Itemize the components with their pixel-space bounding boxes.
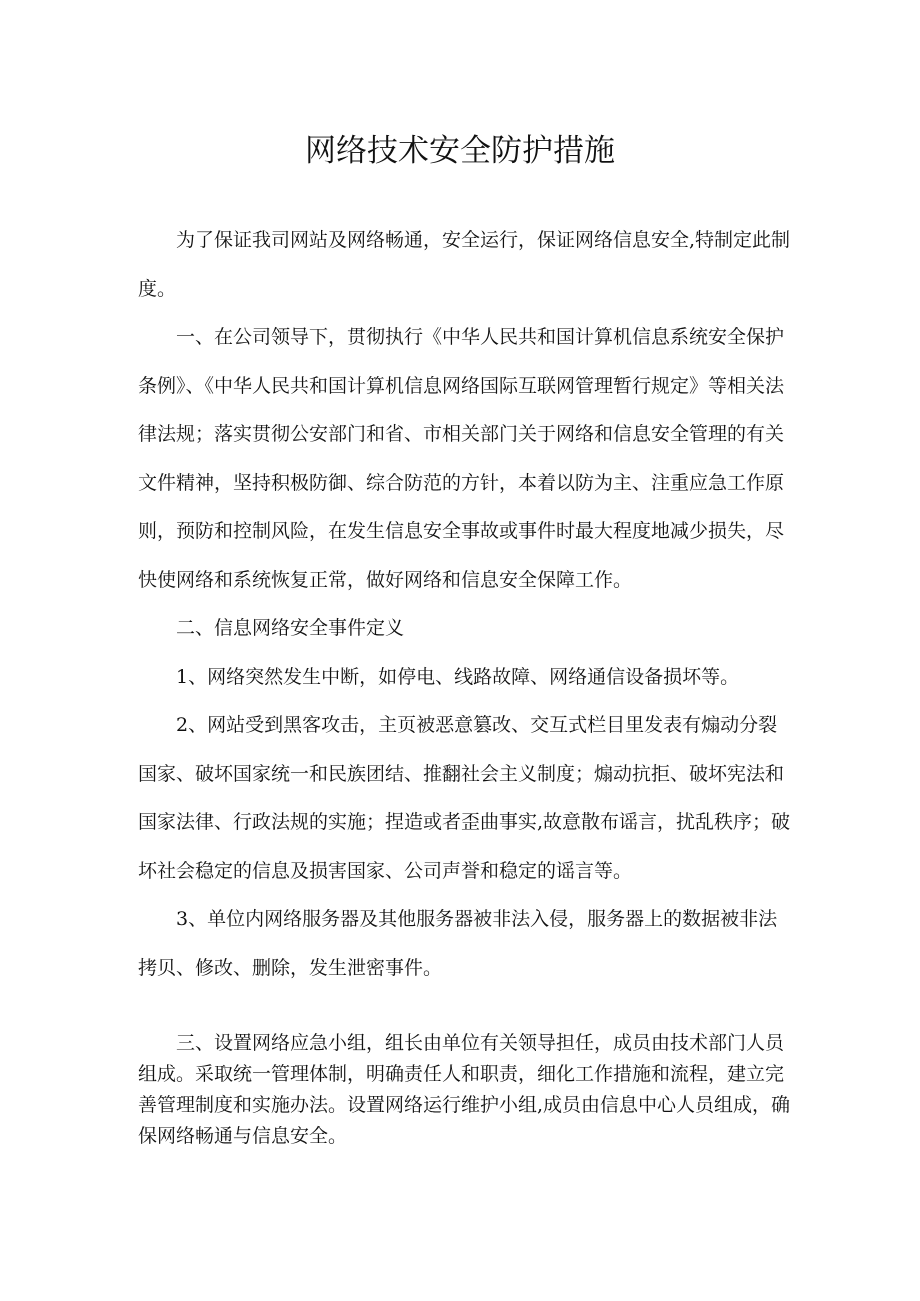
paragraph-item-2: 2、网站受到黑客攻击，主页被恶意篡改、交互式栏目里发表有煽动分裂国家、破坏国家统一和民族团结、推翻社会主义制度；煽动抗拒、破坏宪法和国家法律、行政法规的实施；捏造或者歪曲事实,故意散布谣言，扰乱秩序；破坏社会稳定的信息及损害国家、公司声誉和稳定的谣言等。 (138, 714, 791, 882)
paragraph-section-2-heading: 二、信息网络安全事件定义 (176, 617, 405, 639)
paragraph-item-1: 1、网络突然发生中断，如停电、线路故障、网络通信设备损坏等。 (176, 665, 740, 688)
paragraph-section-1: 一、在公司领导下，贯彻执行《中华人民共和国计算机信息系统安全保护条例》、《中华人民共和国计算机信息网络国际互联网管理暂行规定》等相关法律法规；落实贯彻公安部门和省、市相关部门关于网络和信息安全管理的有关文件精神，坚持积极防御、综合防范的方针，本着以防为主、注重应急工作原则，预防和控制风险，在发生信息安全事故或事件时最大程度地减少损失，尽快使网络和系统恢复正常，做好网络和信息安全保障工作。 (138, 326, 785, 591)
paragraph-intro: 为了保证我司网站及网络畅通，安全运行，保证网络信息安全,特制定此制度。 (138, 229, 791, 300)
paragraph-section-3: 三、设置网络应急小组，组长由单位有关领导担任，成员由技术部门人员组成。采取统一管理体制，明确责任人和职责，细化工作措施和流程，建立完善管理制度和实施办法。设置网络运行维护小组,成员由信息中心人员组成，确保网络畅通与信息安全。 (138, 1032, 791, 1147)
document-body (138, 216, 794, 992)
document-title: 网络技术安全防护措施 (305, 133, 615, 169)
paragraph-item-3: 3、单位内网络服务器及其他服务器被非法入侵，服务器上的数据被非法拷贝、修改、删除，发生泄密事件。 (138, 908, 778, 979)
